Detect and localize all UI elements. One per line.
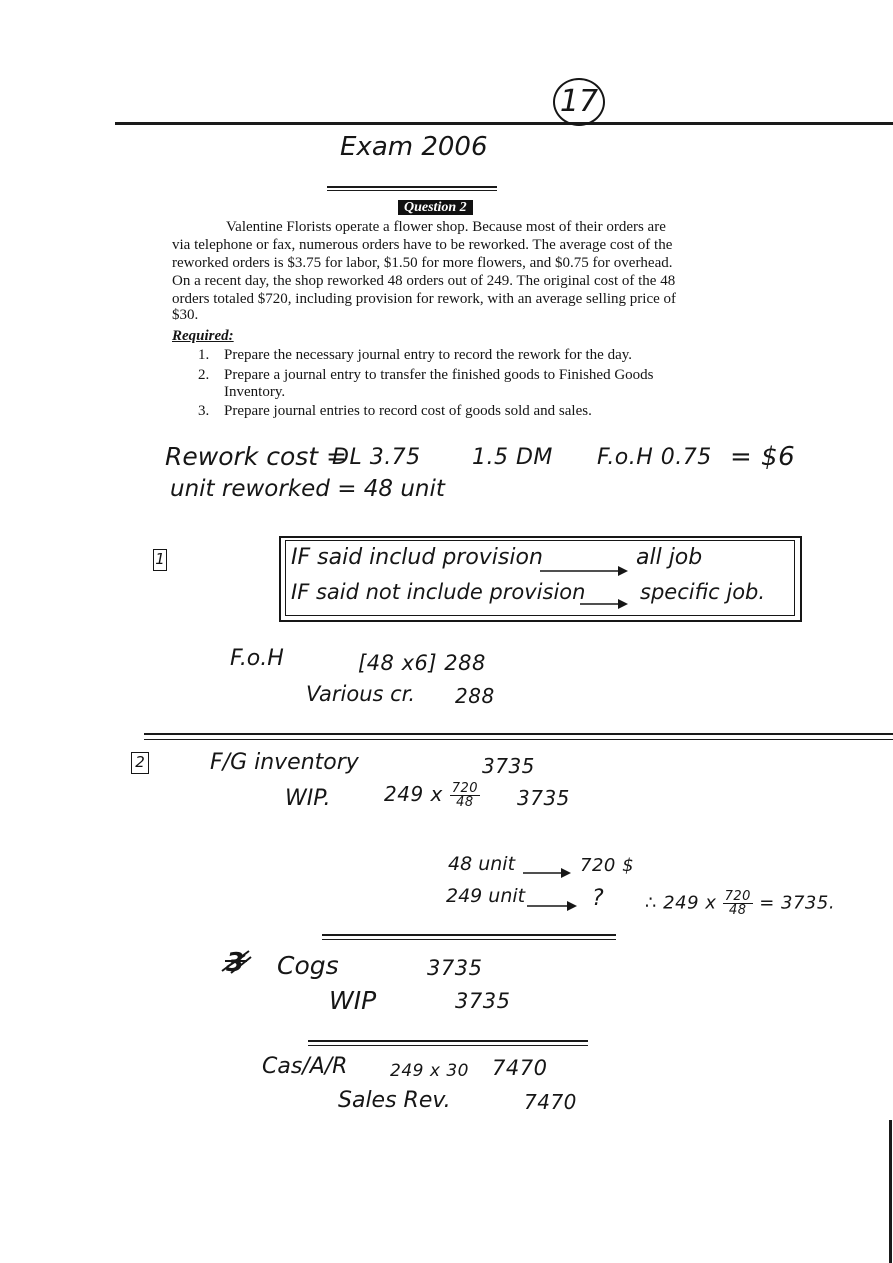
provision-line-1-right: all job bbox=[636, 545, 703, 570]
fg-inventory-debit: F/G inventory bbox=[210, 750, 359, 775]
arrow-right-icon bbox=[580, 595, 628, 614]
ratio-result bbox=[645, 890, 835, 917]
ratio-result-prefix: ∴ 249 x bbox=[645, 892, 717, 914]
problem-line: reworked orders is $3.75 for labor, $1.50 for more flowers, and $0.75 for overhead. bbox=[172, 255, 673, 271]
cogs-debit: Cogs bbox=[277, 951, 339, 980]
required-item-text: Inventory. bbox=[224, 384, 286, 400]
required-item-text: Prepare journal entries to record cost of goods sold and sales. bbox=[224, 403, 592, 419]
problem-line: Valentine Florists operate a flower shop. Because most of their orders are bbox=[226, 219, 666, 235]
scan-edge bbox=[889, 1120, 892, 1263]
ratio-result-numerator: 720 bbox=[724, 889, 751, 904]
required-item-num: 1. bbox=[198, 347, 210, 363]
question-rule bbox=[327, 186, 497, 188]
section-divider-2 bbox=[322, 939, 616, 940]
section-divider bbox=[144, 733, 893, 735]
ratio-249-units: 249 unit bbox=[446, 885, 526, 907]
wip-credit-amount: 3735 bbox=[517, 786, 570, 810]
ratio-249-value: ? bbox=[592, 886, 604, 911]
provision-line-1-left: IF said includ provision bbox=[291, 545, 543, 570]
header-rule bbox=[115, 122, 893, 125]
provision-line-2-right: specific job. bbox=[640, 580, 766, 604]
section-2-marker: 2 bbox=[131, 752, 149, 774]
ratio-48-units: 48 unit bbox=[448, 853, 516, 875]
cash-ar-amount: 7470 bbox=[492, 1056, 548, 1080]
required-item-num: 2. bbox=[198, 367, 210, 383]
wip-fraction bbox=[450, 782, 480, 809]
page-number: 17 bbox=[559, 84, 599, 119]
fg-inventory-amount: 3735 bbox=[482, 754, 535, 778]
section-divider-2 bbox=[144, 739, 893, 740]
foh-calc: [48 x6] 288 bbox=[358, 651, 486, 675]
sales-rev-credit: Sales Rev. bbox=[338, 1088, 451, 1113]
wip-credit: WIP. bbox=[285, 786, 331, 811]
wip-fraction-denominator: 48 bbox=[456, 795, 474, 810]
cash-ar-debit: Cas/A/R bbox=[262, 1054, 348, 1079]
wip-credit-2-amount: 3735 bbox=[455, 989, 511, 1013]
scribble-icon bbox=[219, 947, 255, 981]
cash-ar-calc: 249 x 30 bbox=[390, 1061, 469, 1081]
wip-calc bbox=[384, 782, 480, 809]
arrow-right-icon bbox=[527, 897, 577, 916]
ratio-result-value: = 3735. bbox=[759, 892, 836, 914]
question-heading bbox=[398, 196, 473, 216]
various-credit-amount: 288 bbox=[455, 684, 495, 708]
ratio-result-denominator: 48 bbox=[729, 903, 747, 918]
ratio-result-fraction bbox=[723, 890, 753, 917]
rework-dm: 1.5 DM bbox=[472, 445, 553, 470]
required-label: Required: bbox=[172, 328, 234, 344]
section-divider-2 bbox=[308, 1045, 588, 1046]
problem-line: via telephone or fax, numerous orders have to be reworked. The average cost of the bbox=[172, 237, 673, 253]
rework-cost-label: Rework cost = bbox=[165, 442, 347, 471]
section-3-marker: 3 bbox=[226, 948, 245, 978]
rework-total: = $6 bbox=[730, 442, 796, 472]
ratio-48-value: 720 $ bbox=[580, 855, 635, 876]
provision-line-2-left: IF said not include provision bbox=[291, 580, 586, 604]
foh-debit: F.o.H bbox=[230, 646, 284, 671]
page-number-circle bbox=[553, 78, 605, 126]
rework-units: unit reworked = 48 unit bbox=[170, 476, 445, 502]
problem-line: orders totaled $720, including provision for rework, with an average selling price of bbox=[172, 291, 677, 307]
problem-line: On a recent day, the shop reworked 48 orders out of 249. The original cost of the 48 bbox=[172, 273, 676, 289]
wip-fraction-numerator: 720 bbox=[451, 781, 479, 796]
question-rule-2 bbox=[327, 190, 497, 191]
wip-credit-2: WIP bbox=[329, 986, 377, 1015]
required-item-num: 3. bbox=[198, 403, 210, 419]
wip-calc-prefix: 249 x bbox=[384, 782, 443, 806]
various-credit: Various cr. bbox=[306, 682, 416, 706]
section-divider bbox=[322, 934, 616, 936]
section-divider bbox=[308, 1040, 588, 1042]
required-item-text: Prepare the necessary journal entry to record the rework for the day. bbox=[224, 347, 633, 363]
rework-foh: F.o.H 0.75 bbox=[597, 445, 712, 470]
arrow-right-icon bbox=[540, 562, 628, 581]
arrow-right-icon bbox=[523, 864, 571, 883]
exam-title: Exam 2006 bbox=[340, 132, 488, 162]
question-title: Question 2 bbox=[398, 200, 473, 215]
required-item-text: Prepare a journal entry to transfer the finished goods to Finished Goods bbox=[224, 367, 654, 383]
problem-line: $30. bbox=[172, 307, 199, 323]
section-1-marker: 1 bbox=[153, 549, 167, 571]
rework-dl: DL 3.75 bbox=[332, 445, 421, 470]
sales-rev-amount: 7470 bbox=[524, 1090, 577, 1114]
cogs-amount: 3735 bbox=[427, 956, 483, 980]
